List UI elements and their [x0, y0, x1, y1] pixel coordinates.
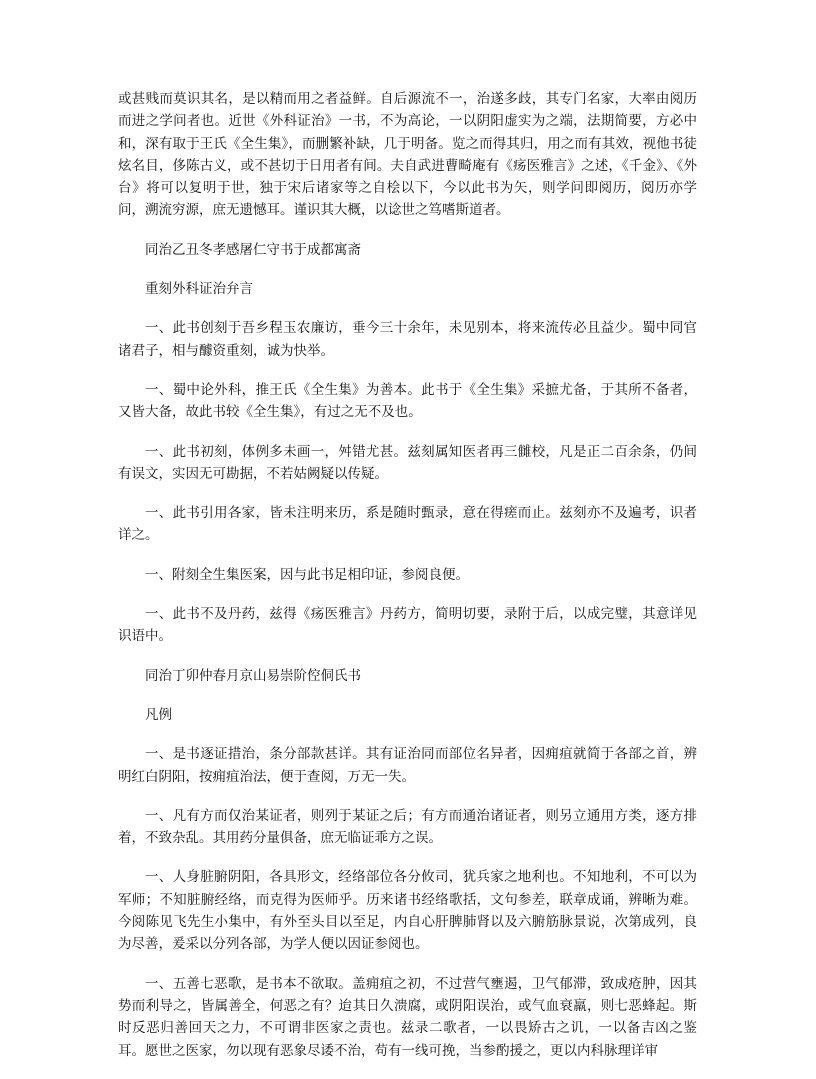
foreword-item-4: 一、此书引用各家，皆未注明来历，系是随时甄录，意在得瘥而止。兹刻亦不及遍考，识者详之。 [118, 505, 697, 544]
foreword-item-2: 一、蜀中论外科，推王氏《全生集》为善本。此书于《全生集》采摭尤备，于其所不备者，又皆大备，故此书较《全生集》，有过之无不及也。 [118, 381, 697, 421]
section-title-general-rules: 凡例 [145, 706, 172, 723]
rule-item-4: 一、五善七恶歌，是书本不欲取。盖痈疽之初，不过营气壅遏，卫气郁滞，致成疮肿，因其势而利导之，皆属善全，何恶之有？迨其日久溃腐，或阴阳误治，或气血衰羸，则七恶蜂起。斯时反恶归善回天之力，不可谓非医家之责也。兹录二歌者，一以畏矫古之讥，一以备吉凶之鉴耳。愿世之医家，勿以现有恶象尽诿不治，苟有一线可挽，当参酌援之，更以内科脉理详审 [118, 975, 697, 1059]
rule-item-2: 一、凡有方而仅治某证者，则列于某证之后；有方而通治诸证者，则另立通用方类，逐方排着，不致杂乱。其用药分量俱备，庶无临证乖方之误。 [118, 807, 697, 847]
preface-closing-paragraph: 或甚贱而莫识其名，是以精而用之者益鲜。自后源流不一，治遂多歧，其专门名家，大率由阅历而进之学问者也。近世《外科证治》一书，不为高论，一以阴阳虚实为之端，法期简要，方必中和，深有取于王氏《全生集》，而删繁补缺，几于明备。览之而得其归，用之而有其效，视他书徒炫名目，侈陈古义，或不甚切于日用者有间。夫自武进曹畸庵有《疡医雅言》之述，《千金》、《外台》将可以复明于世，独于宋后诸家等之自桧以下，今以此书为矢，则学问即阅历，阅历亦学问，溯流穷源，庶无遗憾耳。谨识其大概，以谂世之笃嗜斯道者。 [118, 91, 697, 219]
preface-signature: 同治乙丑冬孝感屠仁守书于成都寓斋 [145, 241, 361, 258]
rule-item-3: 一、人身脏腑阴阳，各具形文，经络部位各分攸司，犹兵家之地利也。不知地利，不可以为军师；不知脏腑经络，而克得为医师乎。历来诸书经络歌括，文句参差，联章成诵，辨晰为难。今阅陈见飞先生小集中，有外至头目以至足，内自心肝脾肺肾以及六腑筋脉景说，次第成列，良为尽善，爰采以分列各部，为学人便以因证参阅也。 [118, 869, 697, 953]
section-title-reprint-foreword: 重刻外科证治弁言 [145, 281, 253, 298]
foreword-item-6: 一、此书不及丹药，兹得《疡医雅言》丹药方，简明切要，录附于后，以成完璧，其意详见识语中。 [118, 606, 697, 645]
foreword-item-5: 一、附刻全生集医案，因与此书足相印证，参阅良便。 [145, 566, 469, 583]
rule-item-1: 一、是书逐证措治，条分部款甚详。其有证治同而部位名异者，因痈疽就简于各部之首，辨明红白阴阳，按痈疽治法，便于查阅，万无一失。 [118, 746, 697, 785]
foreword-signature: 同治丁卯仲春月京山易崇阶倥侗氏书 [145, 667, 361, 684]
foreword-item-3: 一、此书初刻，体例多未画一，舛错尤甚。兹刻属知医者再三雠校，凡是正二百余条，仍间有误文，实因无可勘据，不若姑阙疑以传疑。 [118, 443, 697, 482]
document-page [118, 88, 697, 1079]
foreword-item-1: 一、此书创刻于吾乡程玉农廉访，垂今三十余年，未见别本，将来流传必且益少。蜀中同官诸君子，相与醵资重刻，诚为快举。 [118, 320, 697, 359]
